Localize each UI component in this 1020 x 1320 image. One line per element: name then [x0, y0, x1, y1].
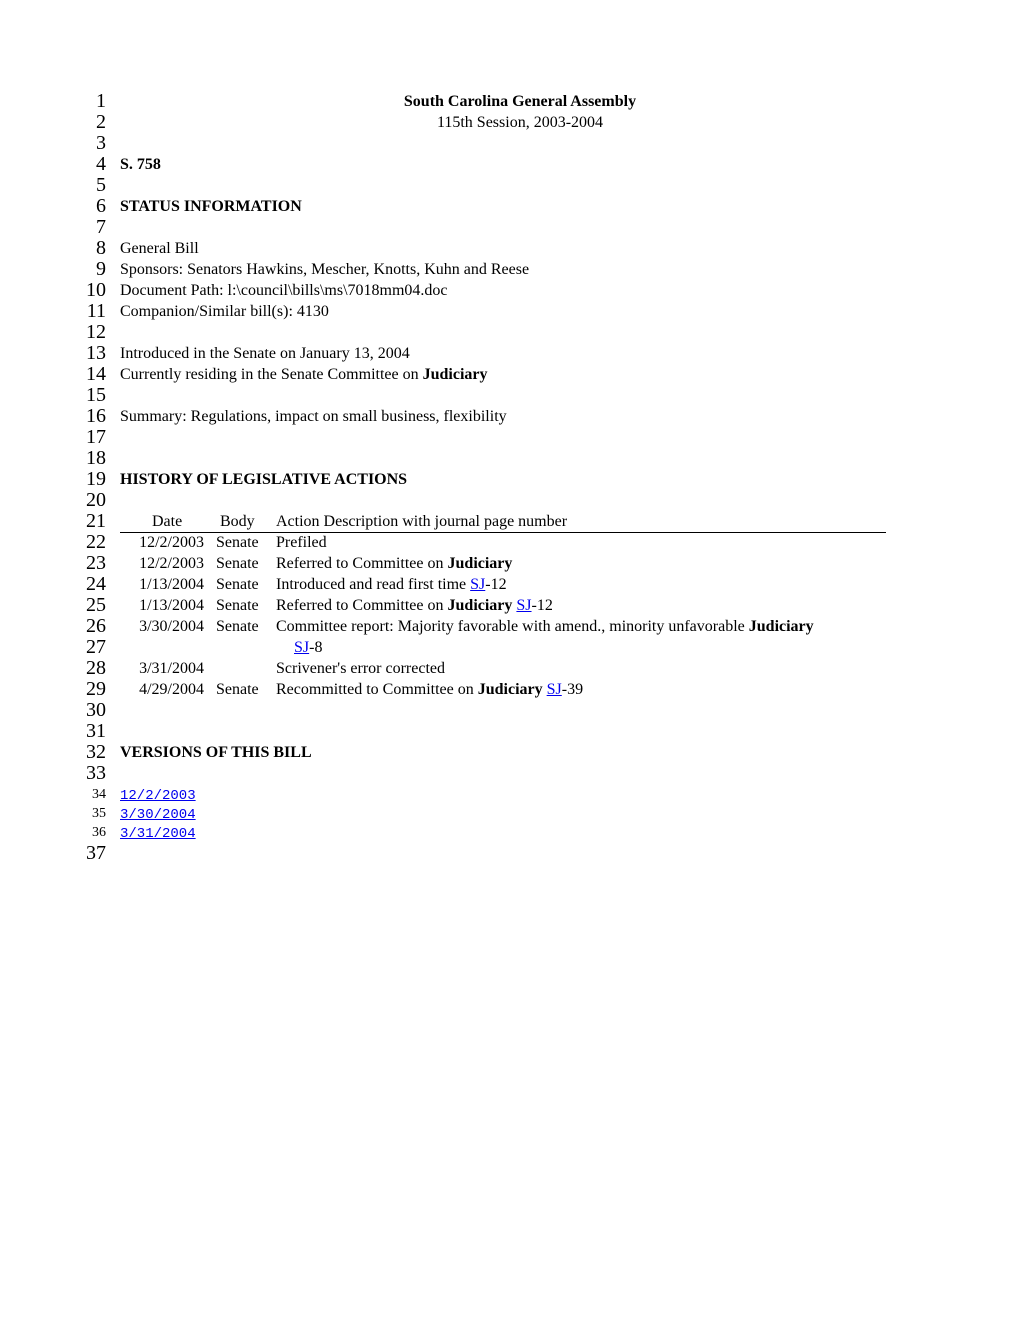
- line-number: 29: [86, 678, 106, 700]
- senate-journal-link[interactable]: SJ: [294, 639, 310, 656]
- action-body: Senate: [216, 534, 259, 551]
- line-number: 5: [96, 174, 106, 196]
- residing-committee: [120, 364, 488, 385]
- table-row: [120, 658, 910, 679]
- table-row: [120, 532, 910, 553]
- action-text: Committee report: Majority favorable with amend., minority unfavorable: [276, 618, 749, 635]
- line-number: 3: [96, 132, 106, 154]
- senate-journal-link[interactable]: SJ: [470, 576, 486, 593]
- table-row: [120, 595, 910, 616]
- residing-committee-name: Judiciary: [422, 366, 488, 383]
- line-number: 7: [96, 216, 106, 238]
- action-text: Referred to Committee on: [276, 555, 448, 572]
- line-number: 4: [96, 153, 106, 175]
- journal-page: -12: [485, 576, 507, 593]
- bill-number: S. 758: [120, 156, 161, 173]
- sponsors: Sponsors: Senators Hawkins, Mescher, Knotts, Kuhn and Reese: [120, 261, 530, 278]
- line-number: 8: [96, 237, 106, 259]
- document-path: Document Path: l:\council\bills\ms\7018mm04.doc: [120, 282, 448, 299]
- line-number: 33: [86, 762, 106, 784]
- column-date: Date: [152, 513, 183, 530]
- bill-version-link[interactable]: 3/30/2004: [120, 807, 196, 823]
- line-number: 11: [86, 300, 106, 322]
- column-body: Body: [220, 513, 255, 530]
- line-number: 34: [92, 787, 106, 802]
- summary: Summary: Regulations, impact on small business, flexibility: [120, 408, 507, 425]
- journal-page: -12: [531, 597, 553, 614]
- history-table-header: [120, 511, 886, 533]
- line-number: 20: [86, 489, 106, 511]
- action-body: Senate: [216, 618, 259, 635]
- action-description: [276, 679, 583, 700]
- action-text: Scrivener's error corrected: [276, 660, 446, 677]
- list-item: [120, 804, 196, 823]
- action-description: [276, 553, 512, 574]
- line-number: 1: [96, 90, 106, 112]
- table-row: [120, 553, 910, 574]
- line-number: 17: [86, 426, 106, 448]
- action-date: 1/13/2004: [139, 576, 204, 593]
- list-item: [120, 785, 196, 804]
- action-description: [276, 574, 507, 595]
- action-date: 12/2/2003: [139, 555, 204, 572]
- table-row: [120, 679, 910, 700]
- bill-version-link[interactable]: 12/2/2003: [120, 788, 196, 804]
- line-number: 24: [86, 573, 106, 595]
- line-number: 35: [92, 806, 106, 821]
- line-number: 26: [86, 615, 106, 637]
- bill-version-link[interactable]: 3/31/2004: [120, 826, 196, 842]
- action-body: Senate: [216, 681, 259, 698]
- action-text: Introduced and read first time: [276, 576, 471, 593]
- column-action: Action Description with journal page number: [276, 513, 568, 530]
- line-number: 22: [86, 531, 106, 553]
- table-row: [120, 616, 910, 637]
- line-number: 37: [86, 842, 106, 864]
- table-row: [120, 637, 910, 658]
- table-row: [120, 574, 910, 595]
- line-number: 32: [86, 741, 106, 763]
- list-item: [120, 823, 196, 842]
- journal-page: -39: [561, 681, 584, 698]
- line-number: 31: [86, 720, 106, 742]
- action-text: Referred to Committee on: [276, 597, 448, 614]
- line-number: 13: [86, 342, 106, 364]
- line-number: 23: [86, 552, 106, 574]
- action-description: [276, 658, 445, 679]
- committee-name: Judiciary: [447, 555, 513, 572]
- action-text: Recommitted to Committee on: [276, 681, 478, 698]
- bill-type: General Bill: [120, 240, 199, 257]
- line-number: 21: [86, 510, 106, 532]
- committee-name: Judiciary: [447, 597, 513, 614]
- senate-journal-link[interactable]: SJ: [516, 597, 532, 614]
- residing-prefix: Currently residing in the Senate Committee on: [120, 366, 423, 383]
- journal-page: -8: [309, 639, 323, 656]
- action-description: [276, 532, 327, 553]
- action-date: 1/13/2004: [139, 597, 204, 614]
- line-number: 28: [86, 657, 106, 679]
- line-number: 16: [86, 405, 106, 427]
- line-number: 15: [86, 384, 106, 406]
- line-number: 9: [96, 258, 106, 280]
- action-description: [276, 595, 553, 616]
- action-body: Senate: [216, 555, 259, 572]
- line-number: 18: [86, 447, 106, 469]
- line-number: 6: [96, 195, 106, 217]
- senate-journal-link[interactable]: SJ: [546, 681, 562, 698]
- status-heading: STATUS INFORMATION: [120, 198, 302, 215]
- line-number: 19: [86, 468, 106, 490]
- action-continuation: [294, 637, 322, 658]
- line-number: 36: [92, 825, 106, 840]
- action-body: Senate: [216, 576, 259, 593]
- committee-name: Judiciary: [477, 681, 543, 698]
- line-number: 2: [96, 111, 106, 133]
- line-number: 25: [86, 594, 106, 616]
- action-date: 3/31/2004: [139, 660, 204, 677]
- action-description: [276, 616, 814, 637]
- history-heading: HISTORY OF LEGISLATIVE ACTIONS: [120, 471, 408, 488]
- line-number: 12: [86, 321, 106, 343]
- line-number: 30: [86, 699, 106, 721]
- line-number: 14: [86, 363, 106, 385]
- action-body: Senate: [216, 597, 259, 614]
- page-title: South Carolina General Assembly: [403, 93, 637, 110]
- versions-heading: VERSIONS OF THIS BILL: [120, 744, 312, 761]
- action-text: Prefiled: [276, 534, 327, 551]
- line-number: 27: [86, 636, 106, 658]
- action-date: 12/2/2003: [139, 534, 204, 551]
- action-date: 3/30/2004: [139, 618, 204, 635]
- committee-name: Judiciary: [748, 618, 814, 635]
- action-date: 4/29/2004: [139, 681, 204, 698]
- companion-bills: Companion/Similar bill(s): 4130: [120, 303, 329, 320]
- session-label: 115th Session, 2003-2004: [436, 114, 604, 131]
- introduced-date: Introduced in the Senate on January 13, 2004: [120, 345, 410, 362]
- line-number: 10: [86, 279, 106, 301]
